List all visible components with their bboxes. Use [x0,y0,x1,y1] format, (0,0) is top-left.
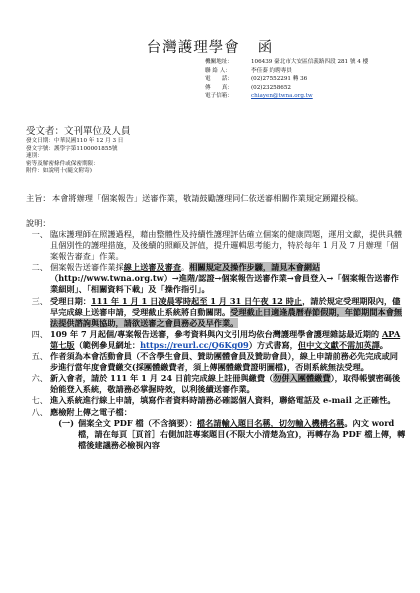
subject-label: 主旨： [26,193,51,203]
item-number: 八、 [31,406,48,417]
speed: 速別： [26,153,43,160]
site-path: （http://www.twna.org.tw）→進階/認證→個案報告送審作業→會員登入→「個案報告送審作業細則」、「相關資料下載」及「操作指引」。 [50,273,399,295]
new-member-note: ），取得帳號密碼後始能登入系統，敬請務必掌握時效，以利後續送審作業。 [50,373,401,395]
secrecy: 密等及解密條件或保密期限： [26,160,99,167]
phone-label: 電 話： [205,76,233,83]
holiday-warning: 受理截止日適逢農曆春節假期，年節期間本會無法提供諮詢與協助，請欲送審之會員務必及早作業。 [50,306,403,328]
no-translation-note: 但中文文獻不需加英譯 [297,339,380,350]
address-label: 機關地址： [205,59,233,65]
person-label: 聯 絡 人： [205,67,231,74]
item-6 [24,373,406,395]
issue-number: 發文字號：護學字第1100001855號 [26,145,118,152]
address-value: 106439 臺北市大安區信義路四段 281 號 4 樓 [251,59,369,65]
item-number: 五、 [31,351,48,362]
item-number: 一、 [31,229,48,239]
org-name: 台灣護理學會 [146,40,240,56]
apa-format: ）方式書寫， [248,339,298,350]
apa-intro: 109 年 7 月起個/專案報告送審，參考資料與內文引用均依台灣護理學會護理雜誌最近期的 [50,328,382,339]
item-number: 四、 [31,328,48,339]
no-group-payment: 勿併入團體繳費 [273,373,331,384]
item-text: 。 [181,262,190,273]
person-row [205,67,368,76]
person-value: 李佳蓁 約聘專員 [251,67,292,74]
filename-rule: 檔名請輸入題目名稱，切勿輸入機構名稱 [196,417,345,428]
explanation-label: 說明： [26,218,51,228]
email-row [205,92,368,101]
fax-label: 傳 真： [205,84,233,91]
apa-example-link[interactable]: https://reurl.cc/Q6Kg09 [140,339,249,350]
item-text: 臨床護理師在照護過程，藉由整體性及持續性護理評估確立個案的健康問題，運用文獻，提供具體且個別性的護理措施，及後續的照顧及評值，提升邏輯思考能力，特於每年 1 月及 7 月辦理「個案報告審查」作業。 [50,229,403,262]
sub-item-number: (一) [58,417,74,428]
rules-emphasis: 相關規定及操作步驟，請見本會網站 [189,262,321,273]
letter-title [0,36,420,57]
period-dates: 111 年 1 月 1 日凌晨零時起至 1 月 31 日午夜 12 時止 [90,295,303,306]
explanation-items [24,229,406,451]
contact-check-note: 進入系統進行線上申請，填寫作者資料時請務必確認個人資料，聯絡電話及 e-mail 之正確性。 [50,395,396,406]
item-number: 二、 [31,262,48,273]
address-row [205,58,368,67]
item-8 [24,407,406,451]
subject [26,193,398,204]
recipient: 受文者：文刊單位及人員 [26,126,131,137]
membership-requirement: 作者須為本會活動會員（不含學生會員、贊助團體會員及贊助會員），線上申請前務必先完成或同步進行當年度會費繳交(採團體繳費者，須上傳團體繳費證明圖檔)，否則系統無法受理。 [50,351,398,373]
fax-value: (02)23258652 [251,84,291,91]
subject-text: 本會將辦理「個案報告」送審作業，敬請鼓勵護理同仁依送審相關作業規定踴躍投稿。 [52,193,364,203]
header-rule: 。內文 word 檔，請在每頁［頁首］右側加註專案題目(不限大小清楚為宜)，再轉存為 PDF 檔上傳，轉檔後建議務必檢視內容 [78,417,406,450]
phone-row [205,75,368,84]
fax-row [205,84,368,93]
upload-files-heading: 應檢附上傳之電子檔： [50,406,132,417]
item-7 [24,395,406,406]
apa-example-label: （範例參見網址： [74,339,141,350]
new-member-deadline: 新入會者，請於 111 年 1 月 24 日前完成線上註冊與繳費（ [50,373,274,384]
online-review-emphasis: 線上送審及審查 [123,262,182,273]
meta-block [26,138,123,176]
issue-date: 發文日期：中華民國110 年 12 月 3 日 [26,138,124,144]
phone-value: (02)27552291 轉 36 [251,76,308,83]
item-3 [24,296,406,329]
attachment: 附件：如說明十(隨文附寄) [26,168,92,175]
item-number: 六、 [31,373,48,384]
item-text: 個案報告送審作業採 [50,262,124,273]
item-4 [24,329,406,351]
period-note: ，請於規定受理期限內，儘早完成線上送審申請，受理截止系統將自動關閉。 [50,295,401,317]
email-link[interactable]: chiayen@twna.org.tw [251,93,313,100]
item-number: 七、 [31,395,48,406]
contact-block [205,58,368,101]
doc-type: 函 [257,40,274,56]
item-1 [24,229,406,262]
apa-edition: APA 第七版 [50,328,401,350]
item-5 [24,351,406,373]
item-2 [24,262,406,295]
item-number: 三、 [31,295,48,306]
item-text: 。 [379,339,388,350]
period-label: 受理日期： [50,295,91,306]
pdf-requirement: 個案全文 PDF 檔（不含摘要）： [78,417,197,428]
email-label: 電子信箱： [205,93,233,100]
sub-item-1 [50,418,406,451]
